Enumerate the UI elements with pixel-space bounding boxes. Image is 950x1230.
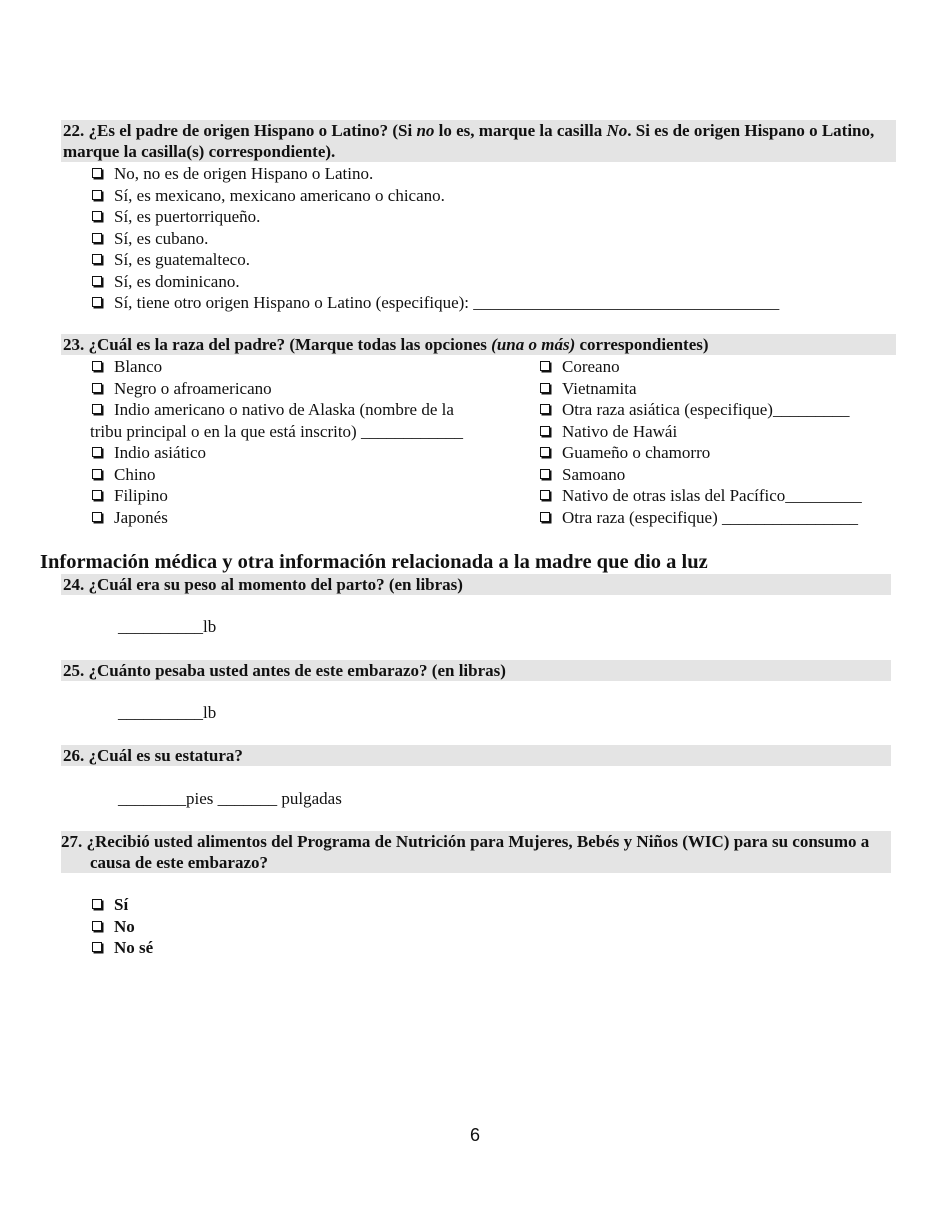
question-22-options (92, 163, 779, 314)
question-text: lo es, marque la casilla (434, 121, 607, 140)
checkbox-icon[interactable] (92, 447, 102, 457)
option-label: Sí, es dominicano. (114, 271, 240, 291)
option-label: Filipino (114, 486, 168, 505)
option-label: Indio americano o nativo de Alaska (nombre de la (114, 400, 454, 419)
checkbox-icon[interactable] (540, 490, 550, 500)
question-emphasis: no (416, 121, 435, 140)
height-field[interactable]: ________pies _______ pulgadas (118, 789, 342, 808)
question-emphasis: (una o más) (491, 335, 576, 354)
option-label: Sí, es guatemalteco. (114, 250, 250, 269)
checkbox-icon[interactable] (92, 297, 102, 307)
option-label: No sé (114, 938, 154, 957)
checkbox-icon[interactable] (92, 899, 102, 909)
checkbox-icon[interactable] (92, 404, 102, 414)
checkbox-option[interactable] (92, 485, 206, 507)
question-text: correspondientes) (575, 335, 709, 354)
question-number: 23. (63, 335, 85, 354)
checkbox-icon[interactable] (92, 942, 102, 952)
checkbox-option[interactable] (540, 356, 862, 378)
checkbox-icon[interactable] (92, 233, 102, 243)
checkbox-option[interactable] (92, 356, 454, 378)
weight-at-delivery-field[interactable]: __________lb (118, 617, 217, 636)
option-label: Negro o afroamericano (114, 378, 272, 398)
checkbox-icon[interactable] (540, 383, 550, 393)
checkbox-icon[interactable] (92, 361, 102, 371)
question-number: 22. (63, 121, 85, 140)
option-label: Sí, es puertorriqueño. (114, 207, 261, 226)
checkbox-icon[interactable] (92, 211, 102, 221)
checkbox-icon[interactable] (92, 254, 102, 264)
section-title: Información médica y otra información relacionada a la madre que dio a luz (40, 551, 708, 573)
question-emphasis: No (606, 121, 628, 140)
option-label: Sí, es cubano. (114, 228, 209, 248)
option-label: Coreano (562, 357, 620, 376)
weight-before-pregnancy-field[interactable]: __________lb (118, 703, 217, 722)
option-label: Sí, es mexicano, mexicano americano o chicano. (114, 185, 445, 205)
checkbox-icon[interactable] (92, 512, 102, 522)
checkbox-option[interactable] (540, 464, 862, 486)
checkbox-icon[interactable] (92, 469, 102, 479)
checkbox-icon[interactable] (92, 190, 102, 200)
checkbox-option[interactable] (540, 507, 862, 529)
checkbox-icon[interactable] (92, 276, 102, 286)
option-label: Otra raza asiática (especifique)_________ (562, 400, 850, 419)
checkbox-icon[interactable] (92, 383, 102, 393)
checkbox-option[interactable] (92, 163, 779, 185)
option-label: Chino (114, 464, 156, 484)
question-24-heading: 24. ¿Cuál era su peso al momento del parto? (en libras) (61, 574, 891, 595)
checkbox-icon[interactable] (540, 426, 550, 436)
option-label: Otra raza (especifique) ________________ (562, 507, 858, 527)
checkbox-option[interactable] (92, 378, 454, 400)
checkbox-option[interactable] (540, 421, 862, 443)
checkbox-option[interactable] (92, 292, 779, 314)
question-23-options-left (92, 356, 454, 421)
checkbox-option[interactable] (540, 485, 862, 507)
checkbox-option[interactable] (92, 228, 779, 250)
checkbox-option[interactable] (92, 206, 779, 228)
option-label: Nativo de Hawái (562, 421, 678, 441)
question-25-heading: 25. ¿Cuánto pesaba usted antes de este embarazo? (en libras) (61, 660, 891, 681)
checkbox-option-yes[interactable] (92, 894, 153, 916)
question-23-heading (61, 334, 896, 355)
option-label: Guameño o chamorro (562, 443, 711, 462)
question-22-heading (61, 120, 896, 162)
checkbox-option[interactable] (92, 185, 779, 207)
question-27-heading: 27. ¿Recibió usted alimentos del Programa de Nutrición para Mujeres, Bebés y Niños (WIC) para su consumo a causa de este embarazo? (61, 831, 891, 873)
checkbox-option[interactable] (92, 249, 779, 271)
checkbox-icon[interactable] (92, 921, 102, 931)
checkbox-option[interactable] (92, 464, 206, 486)
checkbox-icon[interactable] (92, 490, 102, 500)
option-label: Japonés (114, 507, 168, 527)
option-label-continuation: tribu principal o en la que está inscrito) ____________ (90, 421, 463, 441)
checkbox-option-dont-know[interactable] (92, 937, 153, 959)
checkbox-option[interactable] (92, 271, 779, 293)
question-text: ¿Es el padre de origen Hispano o Latino? (Si (88, 121, 417, 140)
question-text: ¿Cuál es la raza del padre? (Marque todas las opciones (88, 335, 492, 354)
question-23-options-right (540, 356, 862, 528)
option-label: No (114, 916, 135, 936)
checkbox-icon[interactable] (540, 404, 550, 414)
option-label: No, no es de origen Hispano o Latino. (114, 164, 374, 183)
page-number: 6 (469, 1125, 480, 1145)
option-label: Samoano (562, 464, 626, 484)
checkbox-option[interactable] (92, 399, 454, 421)
checkbox-option[interactable] (540, 399, 862, 421)
checkbox-icon[interactable] (540, 361, 550, 371)
question-27-options (92, 894, 153, 959)
checkbox-icon[interactable] (92, 168, 102, 178)
checkbox-option[interactable] (92, 507, 206, 529)
option-label: Nativo de otras islas del Pacífico_________ (562, 486, 862, 505)
question-text: . Si es de origen Hispano o Latino, marque la casilla(s) correspondiente). (63, 121, 875, 161)
checkbox-icon[interactable] (540, 512, 550, 522)
checkbox-option[interactable] (92, 442, 206, 464)
checkbox-option-no[interactable] (92, 916, 153, 938)
checkbox-icon[interactable] (540, 447, 550, 457)
question-26-heading: 26. ¿Cuál es su estatura? (61, 745, 891, 766)
checkbox-option[interactable] (540, 442, 862, 464)
checkbox-icon[interactable] (540, 469, 550, 479)
option-label: Vietnamita (562, 378, 637, 398)
option-label: Sí, tiene otro origen Hispano o Latino (especifique): ____________________________________ (114, 293, 780, 312)
option-label: Sí (114, 895, 129, 914)
question-23-options-left-lower (92, 442, 206, 528)
checkbox-option[interactable] (540, 378, 862, 400)
option-label: Blanco (114, 357, 163, 376)
option-label: Indio asiático (114, 443, 207, 462)
